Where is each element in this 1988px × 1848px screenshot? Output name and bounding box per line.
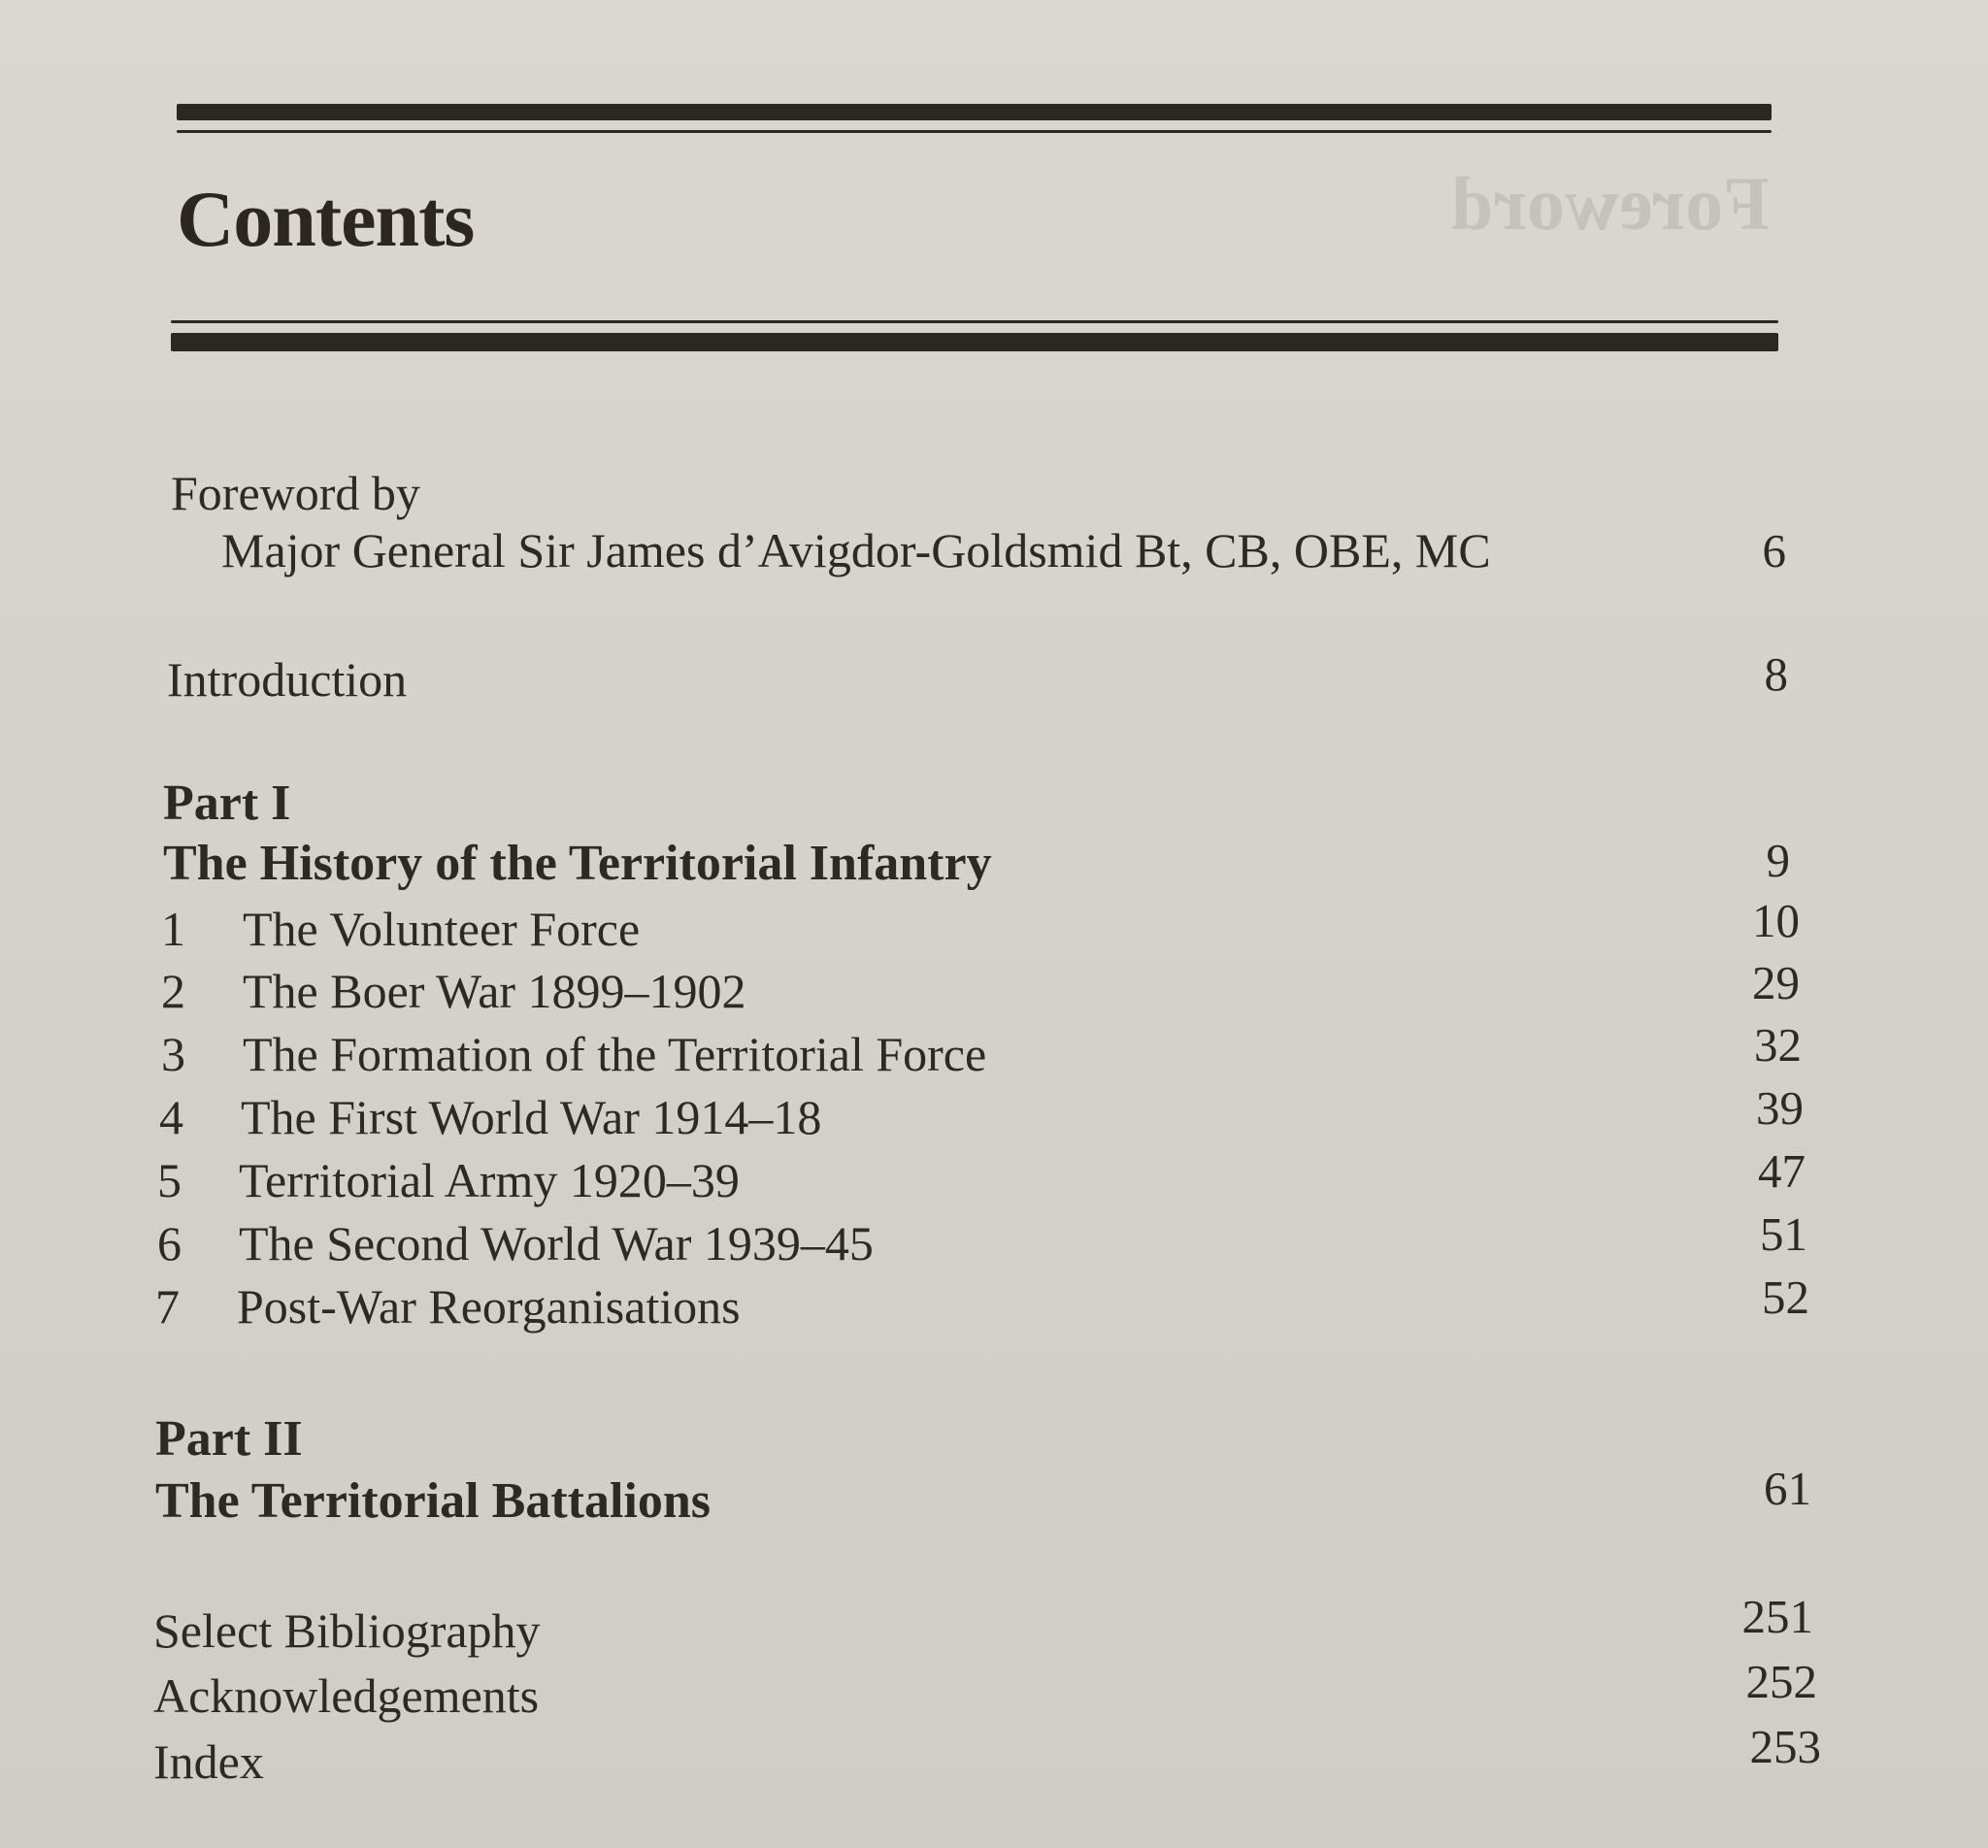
chapter-title: The Boer War 1899–1902 <box>243 964 746 1018</box>
chapter-page: 29 <box>1752 956 1800 1009</box>
back-matter-title: Index <box>153 1734 264 1789</box>
chapter-title: The Second World War 1939–45 <box>239 1216 874 1270</box>
chapter-title: Post-War Reorganisations <box>237 1279 741 1334</box>
show-through-foreword-title: Foreword <box>1451 161 1770 246</box>
back-matter-page: 253 <box>1749 1720 1821 1773</box>
introduction-page: 8 <box>1764 647 1788 701</box>
part-1-title: The History of the Territorial Infantry <box>163 836 992 891</box>
chapter-title: The Formation of the Territorial Force <box>243 1027 987 1081</box>
part-2-label: Part II <box>155 1411 303 1467</box>
chapter-number: 4 <box>159 1090 183 1144</box>
chapter-page: 32 <box>1754 1018 1802 1072</box>
chapter-page: 52 <box>1762 1270 1809 1324</box>
chapter-page: 47 <box>1758 1144 1806 1198</box>
part-2-title: The Territorial Battalions <box>155 1473 711 1529</box>
chapter-title: Territorial Army 1920–39 <box>239 1153 740 1207</box>
part-1-page: 9 <box>1766 834 1790 887</box>
introduction-label: Introduction <box>167 652 408 707</box>
chapter-number: 6 <box>157 1216 182 1270</box>
foreword-label: Foreword by <box>171 466 420 520</box>
back-matter-title: Acknowledgements <box>153 1668 540 1723</box>
part-1-label: Part I <box>163 776 291 831</box>
foreword-author: Major General Sir James d’Avigdor-Goldsmid Bt, CB, OBE, MC <box>221 523 1491 578</box>
chapter-page: 10 <box>1752 894 1800 947</box>
chapter-title: The Volunteer Force <box>243 902 641 956</box>
chapter-page: 51 <box>1760 1207 1807 1261</box>
back-matter-page: 252 <box>1745 1655 1817 1708</box>
chapter-number: 2 <box>161 964 185 1018</box>
chapter-number: 5 <box>157 1153 182 1207</box>
chapter-title: The First World War 1914–18 <box>241 1090 822 1144</box>
chapter-number: 1 <box>161 902 185 956</box>
chapter-number: 7 <box>155 1279 180 1334</box>
foreword-page: 6 <box>1762 524 1786 578</box>
back-matter-page: 251 <box>1741 1590 1813 1643</box>
back-matter-title: Select Bibliography <box>153 1603 541 1658</box>
chapter-page: 39 <box>1756 1081 1804 1135</box>
chapter-number: 3 <box>161 1027 185 1081</box>
contents-title: Contents <box>177 175 475 263</box>
part-2-page: 61 <box>1764 1462 1811 1515</box>
